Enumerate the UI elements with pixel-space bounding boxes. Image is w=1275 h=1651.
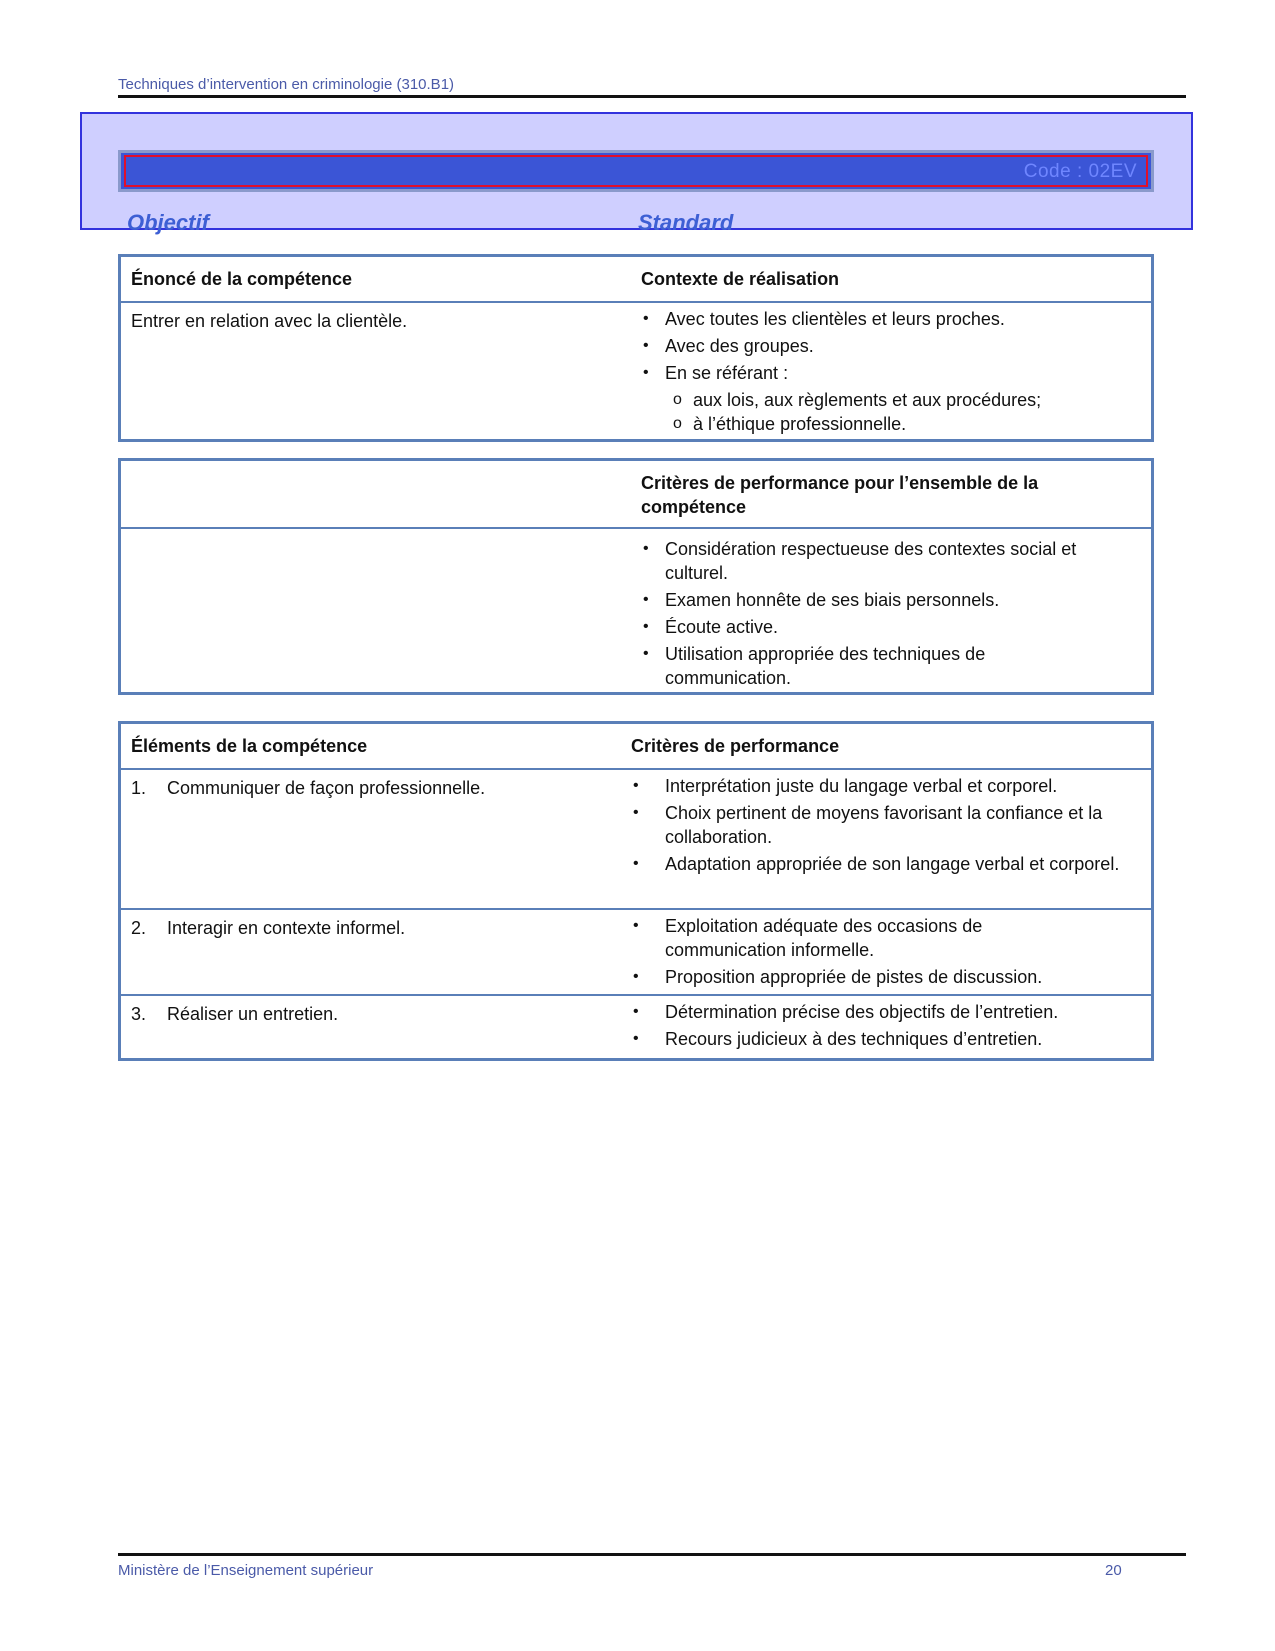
list-item: • Proposition appropriée de pistes de discussion.: [633, 967, 1043, 987]
criteria-list: [631, 774, 1141, 879]
bullet-icon: •: [643, 337, 649, 354]
table-header-row: [121, 461, 1151, 527]
overall-criteria-list: [641, 537, 1141, 693]
competence-row: [121, 301, 1151, 439]
table-row: [121, 768, 1151, 908]
table-header-row: [121, 724, 1151, 768]
list-item: • Écoute active.: [643, 617, 779, 637]
element-label: 1. Communiquer de façon professionnelle.: [131, 778, 486, 798]
competence-table: [118, 254, 1154, 442]
code-bar: [118, 150, 1154, 192]
element-label: 2. Interagir en contexte informel.: [131, 918, 406, 938]
list-item: • Détermination précise des objectifs de l’entretien.: [633, 1002, 1059, 1022]
list-item: • Choix pertinent de moyens favorisant la confiance et la collaboration.: [633, 803, 1103, 847]
competence-statement-header: Énoncé de la compétence: [131, 269, 353, 289]
context-header: Contexte de réalisation: [641, 269, 840, 289]
bullet-icon: •: [633, 1003, 639, 1020]
criteria-list: [631, 1000, 1141, 1054]
context-list: [641, 307, 1141, 436]
bullet-icon: •: [633, 855, 639, 872]
sub-list-item: o à l’éthique professionnelle.: [673, 414, 907, 434]
bullet-icon: •: [643, 645, 649, 662]
overall-criteria-table: [118, 458, 1154, 695]
sub-bullet-icon: o: [673, 415, 682, 432]
bullet-icon: •: [643, 591, 649, 608]
bullet-icon: •: [633, 917, 639, 934]
bullet-icon: •: [633, 1030, 639, 1047]
sub-bullet-icon: o: [673, 391, 682, 408]
overall-criteria-header: Critères de performance pour l’ensemble de la compétence: [641, 473, 1039, 517]
element-label: 3. Réaliser un entretien.: [131, 1004, 339, 1024]
list-item: • Avec toutes les clientèles et leurs proches.: [643, 309, 1005, 329]
performance-criteria-header: Critères de performance: [631, 736, 840, 756]
footer-ministry: Ministère de l’Enseignement supérieur: [118, 1562, 374, 1579]
elements-header: Éléments de la compétence: [131, 736, 368, 756]
list-item: • En se référant :: [643, 363, 789, 383]
list-item: • Adaptation appropriée de son langage verbal et corporel.: [633, 854, 1120, 874]
list-item: • Exploitation adéquate des occasions de communication informelle.: [633, 916, 983, 960]
competence-statement: Entrer en relation avec la clientèle.: [131, 311, 408, 331]
sub-list-item: o aux lois, aux règlements et aux procédures;: [673, 390, 1042, 410]
list-item: • Interprétation juste du langage verbal et corporel.: [633, 776, 1058, 796]
bullet-icon: •: [643, 364, 649, 381]
standard-heading: Standard: [638, 210, 734, 235]
bullet-icon: •: [633, 968, 639, 985]
criteria-list: [631, 914, 1141, 992]
list-item: • Avec des groupes.: [643, 336, 814, 356]
bullet-icon: •: [643, 618, 649, 635]
table-row: [121, 908, 1151, 994]
objective-heading: Objectif: [127, 210, 209, 235]
header-rule: [118, 95, 1186, 98]
code-bar-border: [124, 155, 1148, 187]
list-item: • Utilisation appropriée des techniques de communication.: [643, 644, 986, 688]
list-item: • Considération respectueuse des contextes social et culturel.: [643, 539, 1077, 583]
bullet-icon: •: [643, 540, 649, 557]
table-row: [121, 994, 1151, 1062]
running-header: Techniques d’intervention en criminologie (310.B1): [118, 76, 455, 93]
bullet-icon: •: [643, 310, 649, 327]
page-number: 20: [1105, 1562, 1122, 1579]
list-item: • Recours judicieux à des techniques d’entretien.: [633, 1029, 1043, 1049]
footer-rule: [118, 1553, 1186, 1556]
elements-table: [118, 721, 1154, 1061]
bullet-icon: •: [633, 777, 639, 794]
course-code: Code : 02EV: [1023, 161, 1137, 182]
bullet-icon: •: [633, 804, 639, 821]
table-header-row: [121, 257, 1151, 301]
overall-criteria-row: [121, 527, 1151, 693]
list-item: • Examen honnête de ses biais personnels.: [643, 590, 1000, 610]
